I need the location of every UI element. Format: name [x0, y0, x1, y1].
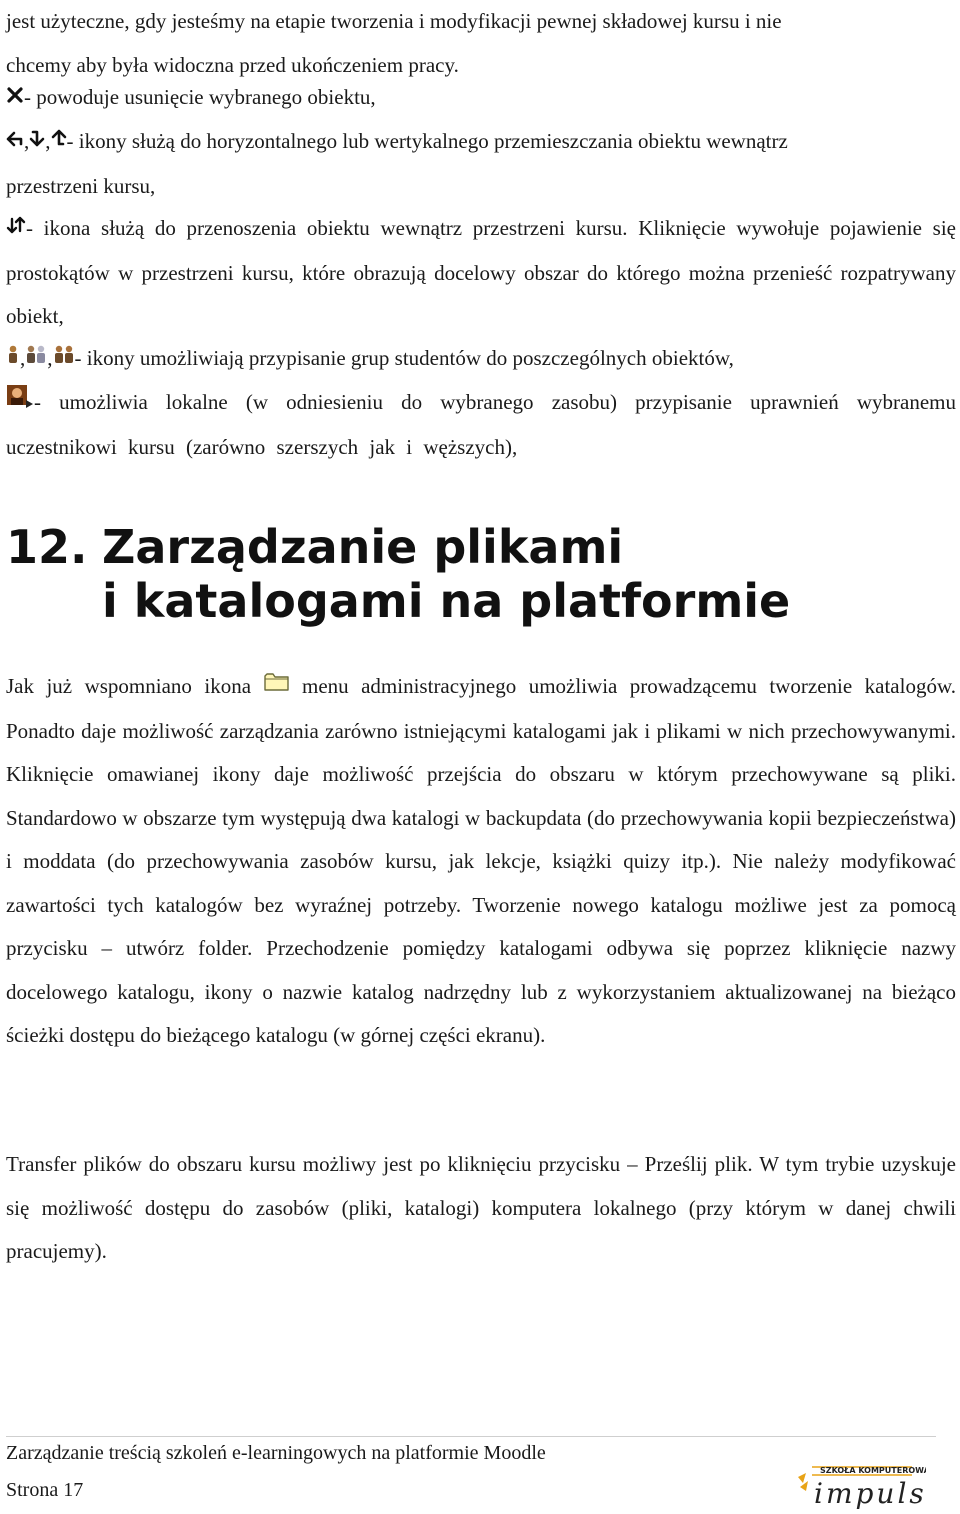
move-icon-description: - ikona służą do przenoszenia obiektu wewnątrz przestrzeni kursu. Kliknięcie wywołuje pojawienie się prostokątów w przestrzeni kursu, które obrazują docelowy obszar do którego można przenieść rozpatrywany obiekt,: [6, 207, 956, 339]
group-visible-icon: [53, 336, 75, 380]
assign-roles-icon: [6, 380, 34, 424]
group-separate-icon: [25, 336, 47, 380]
folder-icon: [264, 664, 290, 708]
move-icon: [6, 206, 26, 250]
intro-paragraph: jest użyteczne, gdy jesteśmy na etapie tworzenia i modyfikacji pewnej składowej kursu i nie chcemy aby była widoczna przed ukończeniem pracy.: [6, 9, 782, 77]
section-number: 12.: [6, 520, 88, 574]
section-title-line1: Zarządzanie plikami: [102, 520, 624, 574]
footer-divider: [6, 1436, 936, 1437]
section-heading: [6, 520, 790, 628]
group-none-icon: [6, 336, 20, 380]
arrow-down-icon: [29, 119, 45, 163]
close-x-icon: [6, 75, 24, 119]
group-icons-description: , , - ikony umożliwiają przypisanie grup studentów do poszczególnych obiektów,: [6, 337, 956, 382]
arrow-left-icon: [6, 119, 24, 163]
arrow-up-icon: [51, 119, 67, 163]
impuls-logo: [796, 1461, 926, 1509]
section-title-line2: i katalogami na platformie: [102, 574, 791, 628]
footer-title: Zarządzanie treścią szkoleń e-learningowych na platformie Moodle: [6, 1442, 546, 1464]
svg-text:SZKOŁA KOMPUTEROWA: SZKOŁA KOMPUTEROWA: [820, 1466, 926, 1475]
section-paragraph-1: Jak już wspomniano ikona menu administracyjnego umożliwia prowadzącemu tworzenie katalogów. Ponadto daje możliwość zarządzania zarówno istniejącymi katalogami jak i plikami w nich przechowywanymi. Kliknięcie omawianej ikony daje możliwość przejścia do obszaru w którym przechowywane są pliki. Standardowo w obszarze tym występują dwa katalogi w backupdata (do przechowywania kopii bezpieczeństwa) i moddata (do przechowywania zasobów kursu, jak lekcje, książki quizy itp.). Nie należy modyfikować zawartości tych katalogów bez wyraźnej potrzeby. Tworzenie nowego katalogu możliwe jest za pomocą przycisku – utwórz folder. Przechodzenie pomiędzy katalogami odbywa się poprzez kliknięcie nazwy docelowego katalogu, ikony o nazwie katalog nadrzędny lub z wykorzystaniem aktualizowanej na bieżąco ścieżki dostępu do bieżącego katalogu (w górnej części ekranu).: [6, 665, 956, 1058]
roles-icon-description: - umożliwia lokalne (w odniesieniu do wybranego zasobu) przypisanie uprawnień wybranemu uczestnikowi kursu (zarówno szerszych jak i węższych),: [6, 381, 956, 469]
section-paragraph-2: Transfer plików do obszaru kursu możliwy jest po kliknięciu przycisku – Prześlij plik. W tym trybie uzyskuje się możliwość dostępu do zasobów (pliki, katalogi) komputera lokalnego (przy którym w danej chwili pracujemy).: [6, 1152, 956, 1263]
page-number: Strona 17: [6, 1479, 84, 1501]
delete-icon-description: - powoduje usunięcie wybranego obiektu,: [6, 76, 956, 121]
svg-text:impuls: impuls: [814, 1477, 926, 1509]
arrows-icons-description: , , - ikony służą do horyzontalnego lub wertykalnego przemieszczania obiektu wewnątrz przestrzeni kursu,: [6, 120, 956, 208]
